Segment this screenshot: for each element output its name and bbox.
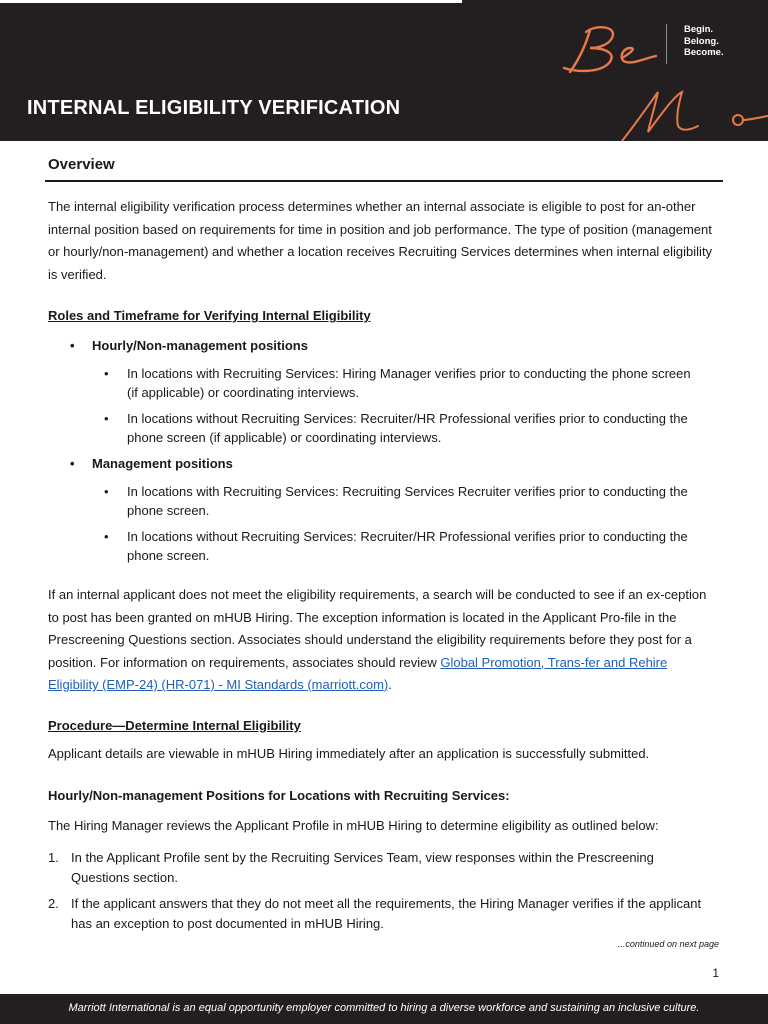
continued-note: ...continued on next page xyxy=(617,939,719,949)
procedure-lead: The Hiring Manager reviews the Applicant Profile in mHUB Hiring to determine eligibility as outlined below: xyxy=(48,818,659,833)
management-with-rs-item xyxy=(104,483,704,520)
bullet-dot: • xyxy=(104,484,109,499)
procedure-step-1 xyxy=(48,848,708,887)
procedure-step-2 xyxy=(48,894,708,933)
exception-paragraph xyxy=(48,584,720,697)
heading-rule xyxy=(45,180,723,182)
brand-tagline xyxy=(684,24,724,59)
procedure-text: Applicant details are viewable in mHUB Hiring immediately after an application is successfully submitted. xyxy=(48,746,650,761)
bullet-dot: • xyxy=(104,366,109,381)
footer-statement: Marriott International is an equal opportunity employer committed to hiring a diverse workforce and sustaining an inclusive culture. xyxy=(68,1002,700,1014)
tagline-become: Become. xyxy=(684,47,724,58)
procedure-subheading: Hourly/Non-management Positions for Locations with Recruiting Services: xyxy=(48,788,510,803)
eligibility-policy-link[interactable]: Global Promotion, Trans-fer and Rehire Eligibility (EMP-24) (HR-071) - MI Standards (marriott.com) xyxy=(48,654,668,692)
be-logo-icon xyxy=(556,18,666,80)
bullet-dot: • xyxy=(104,529,109,544)
overview-section xyxy=(48,156,722,178)
management-without-rs-item xyxy=(104,528,704,565)
exception-tail: . xyxy=(388,677,392,692)
procedure-heading: Procedure—Determine Internal Eligibility xyxy=(48,718,301,733)
document-title: INTERNAL ELIGIBILITY VERIFICATION xyxy=(27,97,401,119)
footer-banner xyxy=(0,994,768,1024)
bullet-dot: • xyxy=(104,411,109,426)
banner-top-edge xyxy=(0,0,462,3)
overview-paragraph: The internal eligibility verification process determines whether an internal associate is eligible to post for an-other internal position based on requirements for time in position and job performance. The type of position (management or hourly/non-management) and whether a location receives Recruiting Services determines when internal eligibility is verified. xyxy=(48,199,713,282)
hourly-positions-label: Hourly/Non-management positions xyxy=(92,338,308,353)
hourly-positions-bullet xyxy=(72,338,308,353)
overview-heading: Overview xyxy=(48,156,115,173)
tagline-begin: Begin. xyxy=(684,24,714,35)
management-positions-label: Management positions xyxy=(92,456,233,471)
m-script-icon xyxy=(620,86,768,141)
list-item-text: In locations with Recruiting Services: Recruiting Services Recruiter verifies prior to conducting the phone screen. xyxy=(127,484,688,518)
step-text: In the Applicant Profile sent by the Recruiting Services Team, view responses within the Prescreening Questions section. xyxy=(71,850,654,885)
page-number: 1 xyxy=(712,966,719,980)
header-banner xyxy=(0,0,768,141)
management-positions-bullet xyxy=(72,456,233,471)
list-item-text: In locations without Recruiting Services: Recruiter/HR Professional verifies prior to conducting the phone screen. xyxy=(127,529,688,563)
tagline-belong: Belong. xyxy=(684,35,719,47)
hourly-without-rs-item xyxy=(104,410,704,447)
step-number: 1. xyxy=(48,850,59,865)
step-number: 2. xyxy=(48,896,59,911)
exception-text: If an internal applicant does not meet the eligibility requirements, a search will be conducted to see if an ex-ception to post has been granted on mHUB Hiring. The exception information is located in the Applicant Pro-file in the Prescreening Questions section. Associates should understand the eligibility requirements before they post for a position. For information on requirements, associates should review xyxy=(48,587,707,670)
hourly-with-rs-item xyxy=(104,365,704,402)
roles-heading: Roles and Timeframe for Verifying Internal Eligibility xyxy=(48,308,371,323)
list-item-text: In locations without Recruiting Services: Recruiter/HR Professional verifies prior to conducting the phone screen (if applicable) or coordinating interviews. xyxy=(127,411,688,445)
logo-divider xyxy=(666,24,667,64)
step-text: If the applicant answers that they do not meet all the requirements, the Hiring Manager verifies if the applicant has an exception to post documented in mHUB Hiring. xyxy=(71,896,702,931)
list-item-text: In locations with Recruiting Services: Hiring Manager verifies prior to conducting the phone screen (if applicable) or coordinating interviews. xyxy=(127,366,691,400)
